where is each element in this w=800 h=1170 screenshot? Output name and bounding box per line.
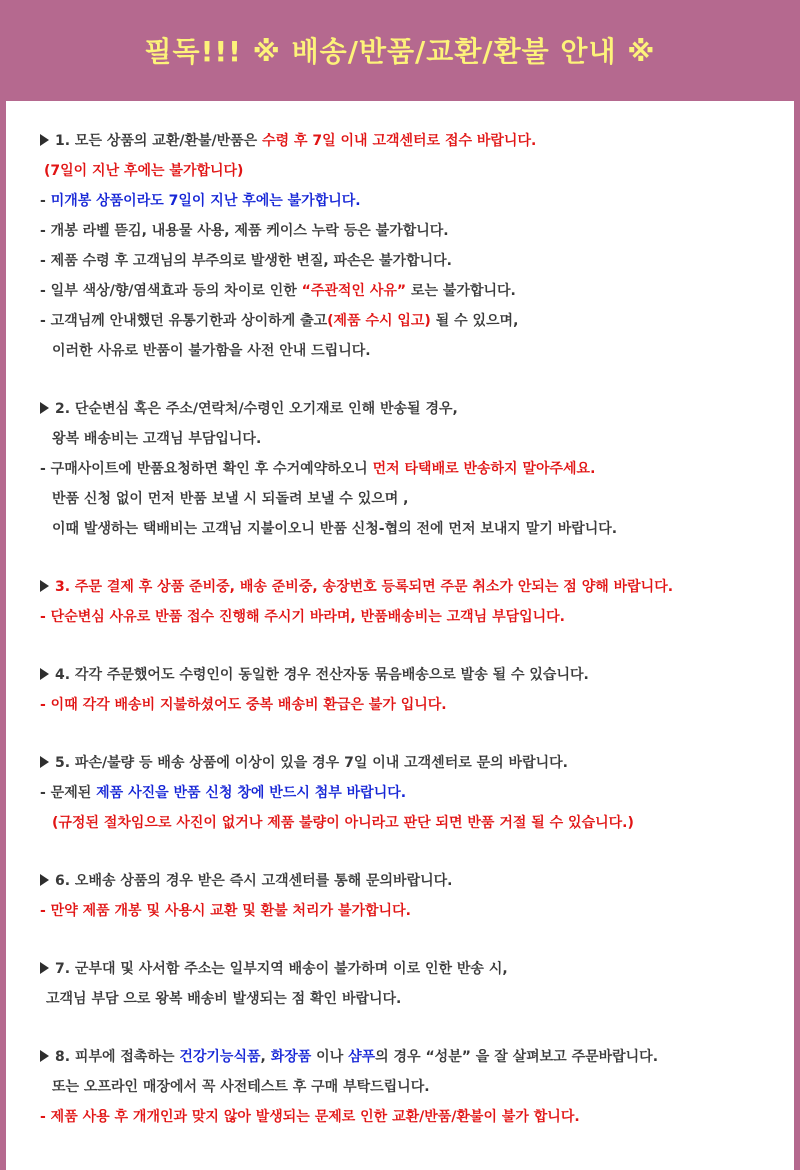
header-banner bbox=[0, 0, 800, 100]
text: 4. 각각 주문했어도 수령인이 동일한 경우 전산자동 묶음배송으로 발송 될 수 있습니다. bbox=[55, 667, 589, 683]
section-6-line-1 bbox=[40, 866, 780, 896]
section-5-line-3: (규정된 절차임으로 사진이 없거나 제품 불량이 아니라고 판단 되면 반품 거절 될 수 있습니다.) bbox=[52, 815, 634, 831]
section-1-line-8: 이러한 사유로 반품이 불가함을 사전 안내 드립니다. bbox=[52, 343, 371, 359]
section-3-line-2: - 단순변심 사유로 반품 접수 진행해 주시기 바라며, 반품배송비는 고객님 부담입니다. bbox=[40, 609, 566, 625]
section-2-line-3 bbox=[40, 454, 780, 484]
text: , bbox=[260, 1049, 271, 1065]
text: 2. 단순변심 혹은 주소/연락처/수령인 오기재로 인해 반송될 경우, bbox=[55, 401, 458, 417]
text: 의 경우 “성분” 을 잘 살펴보고 주문바랍니다. bbox=[375, 1049, 659, 1065]
section-8-line-2: 또는 오프라인 매장에서 꼭 사전테스트 후 구매 부탁드립니다. bbox=[52, 1079, 430, 1095]
section-8-line-3: - 제품 사용 후 개개인과 맞지 않아 발생되는 문제로 인한 교환/반품/환불이 불가 합니다. bbox=[40, 1109, 580, 1125]
text: 이나 bbox=[311, 1049, 349, 1065]
section-6-line-2: - 만약 제품 개봉 및 사용시 교환 및 환불 처리가 불가합니다. bbox=[40, 903, 411, 919]
bullet-triangle-icon bbox=[40, 580, 49, 592]
section-7-line-1 bbox=[40, 954, 780, 984]
text: - 구매사이트에 반품요청하면 확인 후 수거예약하오니 bbox=[40, 461, 373, 477]
highlight-text: 미개봉 상품이라도 7일이 지난 후에는 불가합니다. bbox=[50, 193, 361, 209]
text: - 일부 색상/향/염색효과 등의 차이로 인한 bbox=[40, 283, 302, 299]
highlight-text: 먼저 타택배로 반송하지 말아주세요. bbox=[372, 461, 596, 477]
section-7-line-2: 고객님 부담 으로 왕복 배송비 발생되는 점 확인 바랍니다. bbox=[46, 991, 402, 1007]
text: 로는 불가합니다. bbox=[406, 283, 516, 299]
text: 5. 파손/불량 등 배송 상품에 이상이 있을 경우 7일 이내 고객센터로 문의 바랍니다. bbox=[55, 755, 568, 771]
highlight-text: 화장품 bbox=[270, 1049, 312, 1065]
section-3-line-1 bbox=[40, 572, 780, 602]
section-5-line-1 bbox=[40, 748, 780, 778]
section-1-line-1 bbox=[40, 126, 780, 156]
section-1-line-2: (7일이 지난 후에는 불가합니다) bbox=[44, 163, 244, 179]
section-2-line-1 bbox=[40, 394, 780, 424]
notice-content bbox=[40, 126, 780, 1132]
section-4-line-2: - 이때 각각 배송비 지불하셨어도 중복 배송비 환급은 불가 입니다. bbox=[40, 697, 447, 713]
bullet-triangle-icon bbox=[40, 874, 49, 886]
text: - 문제된 bbox=[40, 785, 97, 801]
highlight-text: 샴푸 bbox=[348, 1049, 376, 1065]
highlight-text: 제품 사진을 반품 신청 창에 반드시 첨부 바랍니다. bbox=[96, 785, 407, 801]
section-1-line-5: - 제품 수령 후 고객님의 부주의로 발생한 변질, 파손은 불가합니다. bbox=[40, 253, 452, 269]
section-2-line-5: 이때 발생하는 택배비는 고객님 지불이오니 반품 신청-협의 전에 먼저 보내지 말기 바랍니다. bbox=[52, 521, 618, 537]
section-1-line-4: - 개봉 라벨 뜯김, 내용물 사용, 제품 케이스 누락 등은 불가합니다. bbox=[40, 223, 449, 239]
highlight-text: 건강기능식품 bbox=[179, 1049, 261, 1065]
text: 7. 군부대 및 사서함 주소는 일부지역 배송이 불가하며 이로 인한 반송 시, bbox=[55, 961, 508, 977]
text: 6. 오배송 상품의 경우 받은 즉시 고객센터를 통해 문의바랍니다. bbox=[55, 873, 453, 889]
text: 8. 피부에 접촉하는 bbox=[55, 1049, 180, 1065]
bullet-triangle-icon bbox=[40, 962, 49, 974]
text: 3. 주문 결제 후 상품 준비중, 배송 준비중, 송장번호 등록되면 주문 취소가 안되는 점 양해 바랍니다. bbox=[55, 579, 674, 595]
text: 될 수 있으며, bbox=[430, 313, 519, 329]
bullet-triangle-icon bbox=[40, 756, 49, 768]
text: 1. 모든 상품의 교환/환불/반품은 bbox=[55, 133, 263, 149]
notice-panel bbox=[6, 101, 794, 1170]
bullet-triangle-icon bbox=[40, 668, 49, 680]
section-1-line-3 bbox=[40, 186, 780, 216]
section-2-line-4: 반품 신청 없이 먼저 반품 보낼 시 되돌려 보낼 수 있으며 , bbox=[52, 491, 409, 507]
bullet-triangle-icon bbox=[40, 1050, 49, 1062]
page-title: 필독!!! ※ 배송/반품/교환/환불 안내 ※ bbox=[144, 35, 656, 68]
highlight-text: 수령 후 7일 이내 고객센터로 접수 바랍니다. bbox=[262, 133, 537, 149]
text: - 고객님께 안내했던 유통기한과 상이하게 출고 bbox=[40, 313, 328, 329]
section-1-line-7 bbox=[40, 306, 780, 336]
bullet-triangle-icon bbox=[40, 134, 49, 146]
text: - bbox=[40, 193, 51, 209]
section-8-line-1 bbox=[40, 1042, 780, 1072]
highlight-text: “주관적인 사유” bbox=[301, 283, 407, 299]
section-5-line-2 bbox=[40, 778, 780, 808]
highlight-text: (제품 수시 입고) bbox=[327, 313, 431, 329]
section-1-line-6 bbox=[40, 276, 780, 306]
bullet-triangle-icon bbox=[40, 402, 49, 414]
section-4-line-1 bbox=[40, 660, 780, 690]
section-2-line-2: 왕복 배송비는 고객님 부담입니다. bbox=[52, 431, 262, 447]
